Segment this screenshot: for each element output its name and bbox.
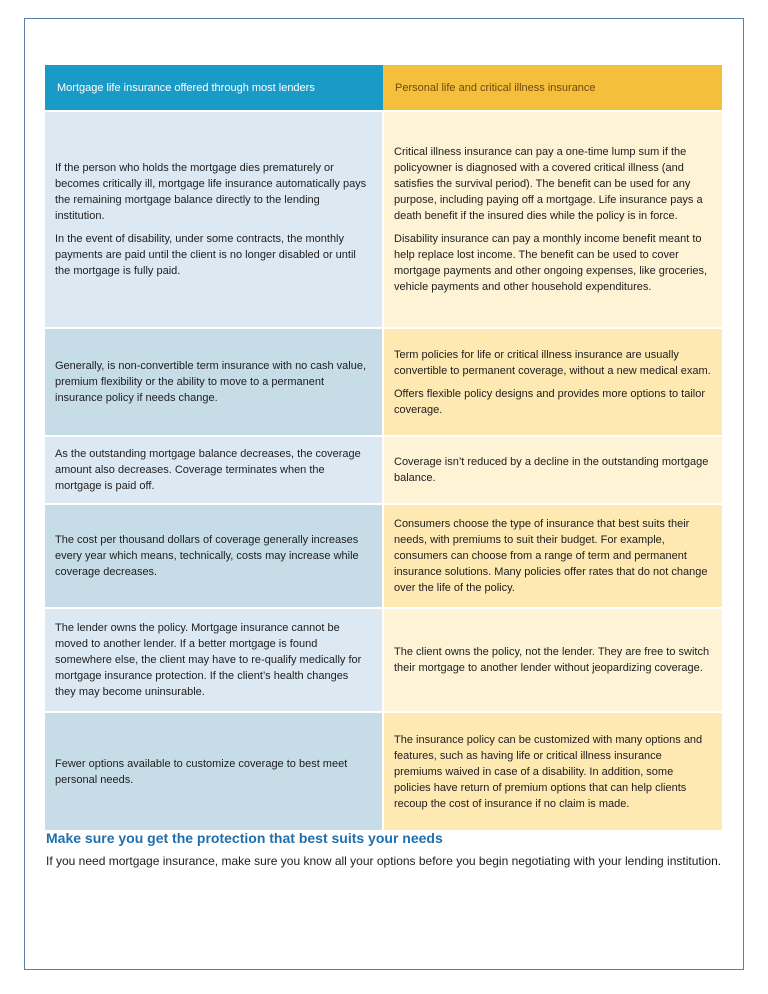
table-row bbox=[45, 608, 722, 712]
cell-mortgage bbox=[45, 504, 383, 608]
cell-paragraph: The client owns the policy, not the lender. They are free to switch their mortgage to another lender without jeopardizing coverage. bbox=[394, 646, 710, 674]
header-personal-life-insurance: Personal life and critical illness insurance bbox=[383, 65, 722, 111]
cell-paragraph: As the outstanding mortgage balance decreases, the coverage amount also decreases. Coverage terminates when the mortgage is paid off. bbox=[55, 448, 361, 492]
cell-paragraph: Fewer options available to customize coverage to best meet personal needs. bbox=[55, 757, 348, 786]
section-heading: Make sure you get the protection that best suits your needs bbox=[46, 830, 443, 846]
section-body: If you need mortgage insurance, make sure you know all your options before you begin negotiating with your lending institution. bbox=[46, 854, 722, 868]
cell-paragraph: Disability insurance can pay a monthly income benefit meant to help replace lost income. The benefit can be used to cover mortgage payments and other ongoing expenses, like groceries, vehicle payments and other household expenditures. bbox=[394, 233, 708, 293]
cell-paragraph: The cost per thousand dollars of coverage generally increases every year which means, technically, costs may increase while coverage decreases. bbox=[55, 534, 359, 578]
cell-personal bbox=[383, 504, 722, 608]
cell-personal bbox=[383, 328, 722, 436]
table-row bbox=[45, 712, 722, 830]
table-row bbox=[45, 328, 722, 436]
cell-paragraph: Term policies for life or critical illness insurance are usually convertible to permanent coverage, without a new medical exam. bbox=[394, 348, 711, 377]
cell-paragraph: Consumers choose the type of insurance that best suits their needs, with premiums to suit their budget. For example, consumers can choose from a range of term and permanent insurance solutions. Many policies offer rates that do not change over the life of the policy. bbox=[394, 518, 708, 594]
table-row bbox=[45, 436, 722, 504]
cell-personal bbox=[383, 436, 722, 504]
cell-paragraph: Critical illness insurance can pay a one-time lump sum if the policyowner is diagnosed with a covered critical illness (and satisfies the survival period). The benefit can be used for any purpose, including paying off a mortgage. Life insurance pays a death benefit if the insured dies while the policy is in force. bbox=[394, 146, 703, 222]
header-mortgage-life-insurance: Mortgage life insurance offered through most lenders bbox=[45, 65, 383, 111]
table-row bbox=[45, 111, 722, 328]
cell-paragraph: Coverage isn’t reduced by a decline in the outstanding mortgage balance. bbox=[394, 456, 709, 484]
cell-personal bbox=[383, 712, 722, 830]
comparison-table bbox=[45, 65, 722, 830]
cell-paragraph: Offers flexible policy designs and provides more options to tailor coverage. bbox=[394, 387, 706, 416]
table-row bbox=[45, 504, 722, 608]
cell-paragraph: The lender owns the policy. Mortgage insurance cannot be moved to another lender. If a better mortgage is found somewhere else, the client may have to re-qualify medically for mortgage insurance protection. If the client’s health changes they may become uninsurable. bbox=[55, 622, 362, 698]
cell-mortgage bbox=[45, 608, 383, 712]
cell-personal bbox=[383, 111, 722, 328]
cell-paragraph: Generally, is non-convertible term insurance with no cash value, premium flexibility or the ability to move to a permanent insurance policy if needs change. bbox=[55, 360, 367, 404]
cell-mortgage bbox=[45, 712, 383, 830]
table-header-row bbox=[45, 65, 722, 111]
cell-mortgage bbox=[45, 111, 383, 328]
cell-personal bbox=[383, 608, 722, 712]
cell-paragraph: The insurance policy can be customized with many options and features, such as having life or critical illness insurance premiums waived in case of a disability. In addition, some policies have return of premium options that can help clients recoup the cost of insurance if no claim is made. bbox=[394, 733, 703, 810]
cell-paragraph: In the event of disability, under some contracts, the monthly payments are paid until the client is no longer disabled or until the mortgage is fully paid. bbox=[55, 233, 356, 277]
cell-mortgage bbox=[45, 436, 383, 504]
cell-mortgage bbox=[45, 328, 383, 436]
cell-paragraph: If the person who holds the mortgage dies prematurely or becomes critically ill, mortgage life insurance automatically pays the remaining mortgage balance directly to the lending institution. bbox=[55, 162, 367, 222]
